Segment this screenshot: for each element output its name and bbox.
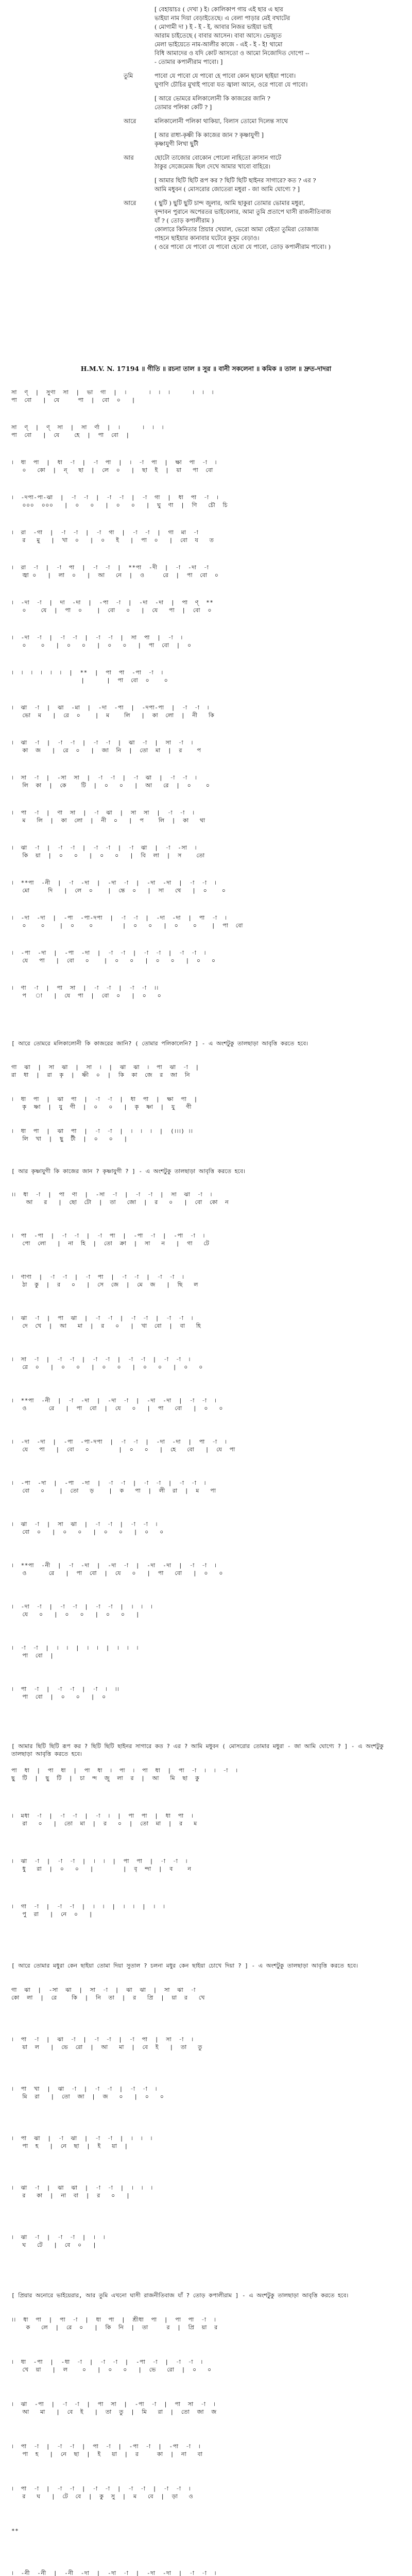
lyric-line: জ্বা ০ | লা ০ | আ নে | ও রে | পা বো ০ — [11, 572, 219, 579]
lyric-line: খে য়া | ল ০ | ০ ০ | ভে রো | ০ ০ — [11, 2366, 212, 2373]
verse-line — [0, 176, 412, 185]
lyric-line: ক লে | রে ০ | কি নি | তা র | প্রি য়া র — [11, 2324, 218, 2331]
verse-text: মেলা ভাইয়েতে নাম-আলীর কাজে - এই - ই - ই! থামো — [154, 41, 283, 48]
lyric-line: কা জ | রে ০ | জা নি | তো মা | র প — [11, 747, 201, 754]
lyric-line: ঠা কু | র ০ | সে জে | মে জ | ছি ল — [11, 1281, 198, 1288]
lyric-line: পা বো | যে হে | পা বো | — [11, 432, 130, 438]
swara-line: । ঝা -া | ঝা ঝা | -া -া | । । । — [11, 2184, 153, 2191]
verse-text: মলিকালোনী পলিকা থাকিয়া, বিলাস তোমো দিলেন্ত সাথে — [154, 117, 288, 125]
verse-text: ঘুণাণি চৌচির মুখাই পাবো যত জ্বালা আনে, ওরে পাবো যে পাবো। — [154, 81, 308, 88]
verse-line — [0, 80, 412, 89]
verse-text: [ আরে ভোমরে মলিকালোনী কি কাজরের জানি ? — [154, 95, 270, 102]
lyric-line: ০ কো | ন্‌ ছা | লে ০ | ছা ই | য়া পা বো — [11, 467, 213, 473]
swara-line: । রা -গা | -া -া | -া গা | -া -া | গা মা -া — [11, 529, 199, 536]
swara-line: । ণা -া | পা সা | -া -া | -া -া ।। — [11, 985, 159, 991]
swara-line: । -দা -া | -া -া | -া -া | সা পা | -া । — [11, 634, 183, 641]
lyric-line: ০০০ ০০০ | ০ ০ | ০ ০ | ঘু ণা | ণি চৌ চি — [11, 502, 228, 509]
verse-text: [ আর রাধা-কৃষ্ণী কি কাজের জান ? কৃষ্ণাযুগী ] — [154, 131, 264, 139]
lyric-line: ম লি | কা লো | নী ০ | প লি | কা থা — [11, 817, 205, 824]
verse-speaker: আরে — [124, 117, 136, 125]
lyric-line: পা হ | নে ছা | ই য়া | — [11, 2143, 128, 2149]
lyric-line: কৃ ষ্ণা | যু গী | ০ ০ | কৃ ষ্ণা | যু গী — [11, 1104, 192, 1110]
lyric-line: লি কা | কে টি | ০ ০ | আ রে | ০ ০ — [11, 782, 210, 789]
verse-text: ঠাকুর সেজেমেজ ছিল দেখে আমার খাবো বাহিরে। — [154, 163, 270, 170]
recitation-note-5: [ প্রিয়ার অনোরে ভাইয়েরার, আর তুমি এখনো ঘাসী রাজনীতিবাজ যাঁ ? তোড় কপালীরাম ] - এ অংশটুকু তালছাড়া আবৃত্তি করতে হবে। — [11, 2292, 349, 2299]
swara-line: । ঝা -া | পা ঝা | -া -া | -া -া | -া -া । — [11, 1315, 194, 1321]
verse-line — [0, 94, 412, 103]
verse-line — [0, 225, 412, 234]
lyric-line: যে পা | বো ০ | ০ ০ | হে বো | যে পা — [11, 1446, 235, 1453]
lyric-line: প া | যে পা | বো ০ | ০ ০ — [11, 992, 162, 999]
lyric-line: ০ ০ | ০ ০ | ০ ০ | ০ ০ | পা বো — [11, 922, 243, 929]
lyric-line: লি খা | ছু টী | ০ ০ | — [11, 1136, 128, 1142]
swara-line: । ধা -পা | -ধা -া | -া -া | -পা -া | -া -া । — [11, 2359, 203, 2365]
swara-line: ।। ধা -া | পা ণা | -সা -া | -া -া | সা ঝা -া । — [11, 1191, 212, 1198]
swara-line: । পা -া | -া -া | পা -া | -পা -া | -পা -া । — [11, 2443, 201, 2450]
verse-line — [0, 185, 412, 194]
verse-line — [0, 154, 412, 162]
lyric-line: পা হ | নে ছা | ই য়া | র কা | না বা — [11, 2451, 203, 2458]
lyric-line: আ র | ছো টো | তা জো | র ০ | বো কো ন — [11, 1199, 229, 1206]
lyric-line: কো লা | রে কি | নি তা | র প্রি | য়া র খে — [11, 1994, 205, 2001]
verse-line — [0, 49, 412, 58]
swara-line: । গা -া | -া -া | । । | । । | । । — [11, 1903, 165, 1910]
swara-line: ** — [11, 2528, 19, 2534]
lyric-line: আ মা | বে ই | তা তু | মি রা | তো জা জ — [11, 2409, 217, 2415]
swara-line: । ধা পা | ঝা পা | -া -া | ধা পা | ক্ষা পা | — [11, 1096, 198, 1103]
swara-line: । ঝা -া | -া -া | । । | পা পা | -া -া । — [11, 1858, 188, 1865]
verse-line — [0, 72, 412, 80]
verse-speaker: আর — [124, 154, 134, 161]
swara-line: । ঝা -া | -া -া | -া -া | -া ঝা | -া -সা । — [11, 844, 197, 851]
verse-text: পাবো যে পাবো যে পাবো হে পাবো কোন ছালে ছাইয়া পাবো। — [154, 72, 296, 79]
swara-line: । ধা পা | ঝা পা | -া -া | । । । | (।।।) ।। — [11, 1128, 193, 1134]
swara-line: । পা -া | ঝা -া | -া -া | -া পা | সা -া । — [11, 2036, 194, 2043]
swara-line: । পা -া | -া -া | -া । ।। — [11, 1686, 119, 1692]
verse-line — [0, 131, 412, 140]
verse-text: কোলারে কিনিতার প্রিয়ার খেয়াল, ভেরো আমা বেইতা তুমিরা তোজাজ — [154, 226, 319, 233]
verse-text: বিধি আমাদের ও যদি কোট আসতো ও আমো নিজোদিত দোপো -- — [154, 49, 310, 57]
swara-line: । -দা -া | -া -া | -া -া | । । । — [11, 1603, 153, 1610]
lyric-line: বো ০ | ০ ০ | ০ ০ | ০ ০ — [11, 1529, 164, 1535]
verse-text: আমি মধুবন ( মোসরোর জোতেরা মধুরা - জা আমি ঘোগ্যে ? ] — [154, 185, 300, 193]
lyric-line: পা বো | যে পা | বো ০ | — [11, 397, 135, 403]
lyric-line: যে পা | বো ০ | ০ ০ | ০ ০ | ০ ০ — [11, 957, 216, 964]
swara-line: । -পা -দা | -পা -দা | -া -া | -া -া | -া -া । — [11, 950, 207, 956]
swara-line: গা ঝা | সা ঝা | সা । | ঝা ঝা । পা ঝা -া | — [11, 1064, 199, 1071]
verse-line — [0, 199, 412, 208]
swara-line: । ধা পা | ধা -া | -া পা | । -া পা | ক্ষা পা -া । — [11, 459, 217, 466]
swara-line: । পা -া | ণা সা | -া ঝা | সা সা | -া -া । — [11, 809, 195, 816]
swara-line: । । । । । । | ** | পা পা -পা -া । — [11, 669, 163, 676]
verse-line — [0, 234, 412, 243]
swara-line: গা ঝা | -সা ঝা | সা -া | ঝা ঝা | সা ঝা -া — [11, 1987, 196, 1993]
swara-line: । ণাণা | -া -া | -া পা | -া -া | -া -া । — [11, 1274, 184, 1280]
lyric-line: রা ০ | তো মা | র ০ | তো মা | র ম — [11, 1820, 197, 1827]
verse-line — [0, 5, 412, 14]
lyric-line: ০ ০ | ০ ০ | ০ ০ | পা বো | ০ — [11, 642, 192, 649]
verse-text: ( মোগামী দা ) ই - ই - ই, আবার নিজর ভাইয়া ভাই — [154, 23, 272, 30]
swara-line: পা ধা | পা ধা | পা ধা । পা । পা ধা | পা -া । । -া । — [11, 1767, 238, 1774]
swara-line: । পা খা | ঝা -া | -া -া | -া -া । — [11, 2086, 158, 2092]
swara-line: । ঝা -া | ঝা -মা | -দা -পা | -দপা-পা | -া -া । — [11, 704, 210, 711]
verse-text: ( ওরে পাবো যে পাবো যে পাবো হেবো যে পাবো, তোড় কপালীরাম পাবো। ) — [154, 243, 331, 250]
verse-text: যাঁ ? ( তোড় কপালীরাম ) — [154, 217, 214, 224]
verse-line — [0, 58, 412, 66]
swara-line: । রা -া | -া পা | -া -া | **পা -দী | -া -দা -া — [11, 564, 209, 571]
lyric-line: ও রে | পা বো | যে ০ | পা বো | ০ ০ — [11, 1570, 224, 1577]
swara-line: । -নী -নী | -নী -দা | -দা -া | -দা -দা | -া -া । — [11, 2570, 217, 2576]
verse-text: বৃন্দাবন পুরানে অপেরতর ভাইবেলার, আমা তুমি প্রতাপে ঘাসী রাজনীতিবাজ — [154, 208, 331, 215]
lyric-line: দে খে | আ মা | র ০ | খা বো | বা হি — [11, 1323, 201, 1329]
swara-line: । সা -া | -সা সা | -া -া | -া ঝা | -া -া । — [11, 774, 197, 781]
swara-line: । ঝা -পা | -া -া | পা সা | -পা -া | পা সা -া । — [11, 2401, 216, 2408]
lyric-line: পা বো | — [11, 1652, 54, 1659]
verse-text: পাহনে ছাইয়ার কানাবার ঘটেবে কুসুম বেড়াও। — [154, 234, 260, 242]
verse-text: কৃষ্ণাযুগী লিখা ছুটী — [154, 140, 199, 147]
swara-line: সা ণ্‌ | ণ্‌ সা | সা ৰ্ণা | । । । । — [11, 424, 164, 431]
verse-text: তোমার পলিকা কেটি ? ] — [154, 104, 212, 111]
recitation-note-2: [ আর কৃষ্ণাযুগী কি কাজের জান ? কৃষ্ণাযুগী ? ] - এ অংশটুকু তালছাড়া আবৃত্তি করতে হবে। — [11, 1168, 245, 1175]
swara-line: । ঝা -া | -া -া | -া -া | ঝা -া | সা -া । — [11, 739, 193, 746]
lyric-line: র মু | খা ০ | ০ ই | পা ০ | বো য ত — [11, 537, 214, 544]
lyric-line: ধু রা | ০ ০ | | বৃ ন্দা | ব ন — [11, 1866, 192, 1872]
lyric-line: য়া ল | ভে রো | আ মা | বে ই | তা তু — [11, 2044, 202, 2050]
lyric-line: পু রা | নে ০ | — [11, 1911, 93, 1918]
lyric-line: র কা | না বা | র ০ | — [11, 2192, 130, 2199]
verse-speaker: তুমি — [124, 72, 133, 79]
verse-text: [ বেহায়াচঃ ( দেখা ) ই। কোলিকাপ গায় এই ছার এ ছার — [154, 6, 283, 13]
swara-line: । -দা -া | দা -দা | -পা -া | -দা -দা | পা ণ্‌ ** — [11, 599, 214, 606]
lyric-line: পো লো | না হি | তো ক্রা | সা ন | গা টে — [11, 1240, 210, 1247]
lyric-line: র ঘ | টে বে | কু সু | ম বে | ড়া ও — [11, 2493, 194, 2500]
lyric-line: ০ যে | পা ০ | বো ০ | যে পা | বো ০ — [11, 607, 212, 614]
verse-text: - তোমার কপালীরাম পাবো। ] — [154, 58, 223, 65]
verse-text: আরাম চাইতেছে ( বাবার আসেন। বাবা আসে। ভেজ্যুত — [154, 32, 282, 39]
lyric-line: মো দি | লে ০ | ন্তে ০ | সা থে | ০ ০ — [11, 887, 226, 894]
verse-line — [0, 216, 412, 225]
swara-line: । **পা -নী | -া -দা | -দা -া | -দা -দা | -া -া । — [11, 1397, 217, 1404]
lyric-line: রে ০ | ০ ০ | ০ ০ | ০ ০ | ০ ০ — [11, 1364, 203, 1370]
lyric-line: যে ০ | ০ ০ | ০ ০ | — [11, 1611, 140, 1618]
verse-text: ছোটো তাজোর বোকোন পোলো নাহিতো ক্রাসান গাটে — [154, 154, 281, 161]
recitation-note-4: [ আরে তোমার মধুরা কেন ছাইয়া তোমা দিয়া সুতাল ? চলনা মধুর কেন ছাইয়া চোখে দিয়া ? ] - এ অংশটুকু তালছাড়া আবৃত্তি করতে হবে। — [11, 1962, 358, 1969]
swara-line: সা ণ্‌ | সুণা সা | ভা গা | । । । । । । । — [11, 389, 214, 396]
record-header: H.M.V. N. 17194 ॥ গীতি ॥ রচনা তাল ॥ সুর ॥ বানী সকলেনা ॥ কমিক ॥ তাল ॥ দ্রুত-দাদরা — [80, 365, 332, 372]
verse-text: ( ছুটি ) ছুটি ছুটি চান্দ জুলার, আমি ছাকুরা তোমার ভোমার মধুরা, — [154, 199, 305, 207]
swara-line: । -দপা-পা-ঝা | -া -া | -া -া | -া গা | ধা পা -া । — [11, 494, 219, 501]
swara-line: । সা -া | -া -া | -া -া | -া -া | -া -া । — [11, 1356, 191, 1363]
swara-line: । -দা -দা | -পা -পা-দপা | -া -া | -দা -দা | পা -া । — [11, 1438, 227, 1445]
verse-line — [0, 117, 412, 126]
lyric-line: | | পা বো ০ ০ — [11, 677, 168, 684]
swara-line: ।। ধা পা | পা -া | ধা পা | শ্রীধা পা | পা পা -া । — [11, 2316, 216, 2323]
lyric-line: মি রা | তো জা | জ ০ | ০ ০ — [11, 2093, 164, 2100]
swara-line: । -দা -দা | -পা -পা-দপা | -া -া | -দা -দা | পা -া । — [11, 914, 227, 921]
lyric-line: পা বো | ০ ০ | ০ — [11, 1693, 106, 1700]
swara-line: । পা -া | -া -া | -া -া | -া -া | -া -া । — [11, 2485, 191, 2492]
verse-line — [0, 40, 412, 49]
recitation-note-3: [ আমার ছিটি ছিটি রূপ কর ? ছিটি ছিটি ছাইনর সাগারে কত ? এর ? আমি মধুবন ( মোসরোর তোমার মধুরা - জা আমি ঘোগ্যে ? ] - এ অংশটুকু তালছাড়া আবৃত্তি করতে হবে। — [11, 1743, 384, 1757]
verse-line — [0, 243, 412, 251]
verse-line — [0, 103, 412, 112]
swara-line: । **পা -নী | -া -দা | -দা -া | -দা -দা | -া -া । — [11, 879, 217, 886]
lyric-line: ছু টি | ছু টি | চা ন্দ জু লা র | আ মি ছা কু — [11, 1775, 200, 1782]
lyric-line: ঘ টে | বে ০ | — [11, 2242, 97, 2248]
recitation-note-1: [ আরে তোমরে মলিকালোনী কি কাজরের জানি? ( তোমার পলিকালেনি? ] - এ অংশটুকু তালছাড়া আবৃত্তি করতে হবে। — [11, 1040, 308, 1047]
lyric-line: কি য়া | ০ ০ | ০ ০ | বি লা | স তো — [11, 852, 205, 859]
swara-line: । মধা -া | -া -া | -া । | পা পা | ধা পা । — [11, 1812, 194, 1819]
swara-line: । -পা -দা | -পা -দা | -া -া | -া -া | -া -া । — [11, 1480, 207, 1486]
verse-line — [0, 31, 412, 40]
verse-line — [0, 208, 412, 216]
verse-text: ভাইয়া নাম দিয়া বেড়াইতেছে। এ বেলা পাড়ার মেই বখাটের — [154, 14, 290, 22]
swara-line: । পা ঝা | -া ঝা | -া -া | । । । — [11, 2135, 152, 2142]
swara-line: । ঝা -া | -া -া | । । — [11, 2234, 106, 2241]
verse-line — [0, 23, 412, 31]
lyric-line: ভো ম | রে ০ | ম লি | কা লো | নী কি — [11, 712, 215, 719]
swara-line: । -া -া | । । | । । | । । । — [11, 1645, 139, 1651]
lyric-line: ও রে | পা বো | যে ০ | পা বো | ০ ০ — [11, 1405, 224, 1412]
lyric-line: রা ধা | রা কৃ | ষ্ণী ০ | কি কা জে র জা নি — [11, 1072, 191, 1078]
lyric-line: বো ০ | তো ড় | ক পা | লী রা | ম পা — [11, 1487, 216, 1494]
swara-line: । ঝা -া | সা ঝা | -া -া | -া -া । — [11, 1521, 158, 1528]
verse-line — [0, 14, 412, 23]
verse-speaker: আরে — [124, 199, 136, 207]
swara-line: । **পা -নী | -া -দা | -দা -া | -দা -দা | -া -া । — [11, 1562, 217, 1569]
verse-line — [0, 162, 412, 171]
swara-line: । পা -পা | -া -া | -া পা | -পা -া | -পা -া । — [11, 1232, 205, 1239]
verse-text: [ আমার ছিটি ছিটি রূপ কর ? ছিটি ছিটি ছাইনর সাগারে? কত ? এর ? — [154, 177, 316, 184]
verse-line — [0, 140, 412, 148]
